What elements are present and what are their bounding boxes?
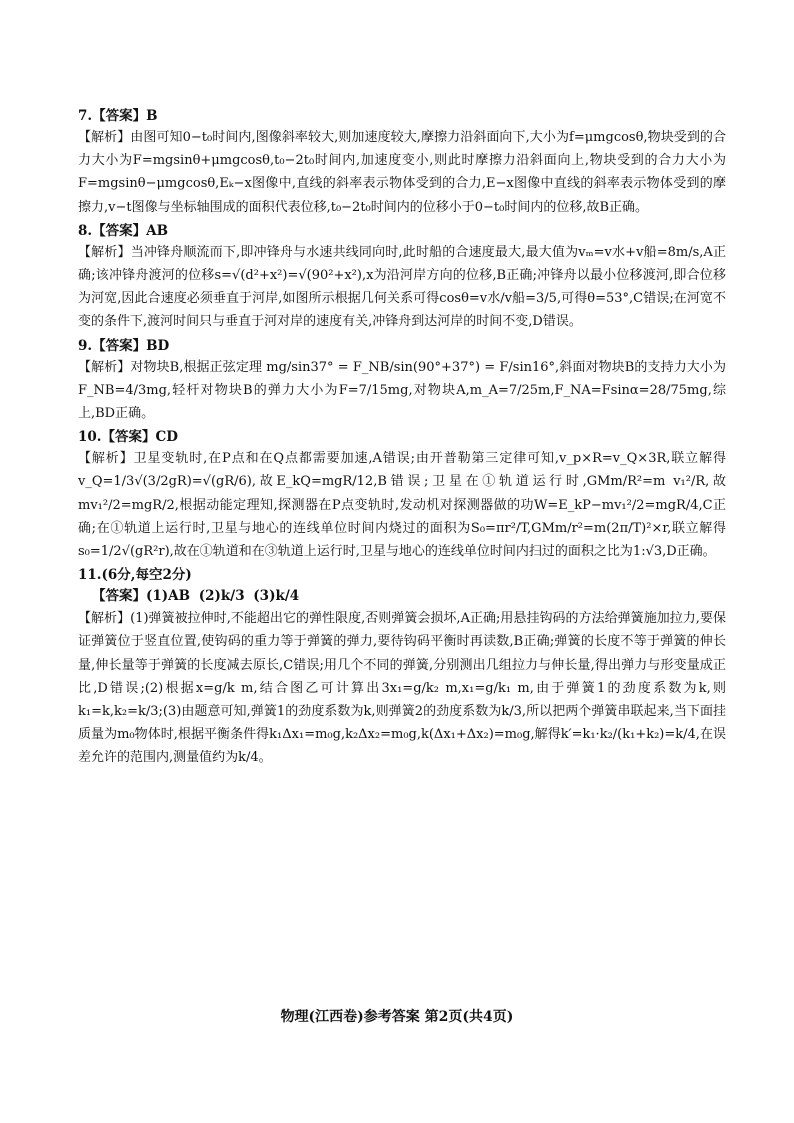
- q8-answer: 8.【答案】AB: [78, 222, 168, 239]
- q7-analysis: 【解析】由图可知0−t₀时间内,图像斜率较大,则加速度较大,摩擦力沿斜面向下,大小为f=μmgcosθ,物块受到的合力大小为F=mgsinθ+μmgcosθ,t₀−2t₀时间内,加速度变小,则此时摩擦力沿斜面向上,物块受到的合力大小为F=mgsinθ−μmgcosθ,Eₖ−x图像中,直线的斜率表示物体受到的合力,E−x图像中直线的斜率表示物体受到的摩擦力,v−t图像与坐标轴围成的面积代表位移,t₀−2t₀时间内的位移小于0−t₀时间内的位移,故B正确。: [78, 130, 726, 215]
- answer-content: [78, 106, 726, 770]
- q10-analysis: 【解析】卫星变轨时,在P点和在Q点都需要加速,A错误;由开普勒第三定律可知,v_p×R=v_Q×3R,联立解得v_Q=1/3√(3/2gR)=√(gR/6),故E_kQ=mgR/12,B错误;卫星在①轨道运行时,GMm/R²=m v₁²/R,故mv₁²/2=mgR/2,根据动能定理知,探测器在P点变轨时,发动机对探测器做的功W=E_kP−mv₁²/2=mgR/4,C正确;在①轨道上运行时,卫星与地心的连线单位时间内烧过的面积为S₀=πr²/T,GMm/r²=m(2π/T)²×r,联立解得s₀=1/2√(gR²r),故在①轨道和在③轨道上运行时,卫星与地心的连线单位时间内扫过的面积之比为1:√3,D正确。: [78, 451, 726, 560]
- q11-heading: 11.(6分,每空2分): [78, 567, 192, 584]
- q11-answer: 【答案】(1)AB (2)k/3 (3)k/4: [92, 588, 300, 605]
- q11-analysis: 【解析】(1)弹簧被拉伸时,不能超出它的弹性限度,否则弹簧会损坏,A正确;用悬挂钩码的方法给弹簧施加拉力,要保证弹簧位于竖直位置,使钩码的重力等于弹簧的弹力,要待钩码平衡时再读数,B正确;弹簧的长度不等于弹簧的伸长量,伸长量等于弹簧的长度减去原长,C错误;用几个不同的弹簧,分别测出几组拉力与伸长量,得出弹力与形变量成正比,D错误;(2)根据x=g/k m,结合图乙可计算出3x₁=g/k₂ m,x₁=g/k₁ m,由于弹簧1的劲度系数为k,则k₁=k,k₂=k/3;(3)由题意可知,弹簧1的劲度系数为k,则弹簧2的劲度系数为k/3,所以把两个弹簧串联起来,当下面挂质量为m₀物体时,根据平衡条件得k₁Δx₁=m₀g,k₂Δx₂=m₀g,k(Δx₁+Δx₂)=m₀g,解得k′=k₁·k₂/(k₁+k₂)=k/4,在误差允许的范围内,测量值约为k/4。: [78, 611, 726, 766]
- q10-answer: 10.【答案】CD: [78, 429, 178, 446]
- q9-analysis: 【解析】对物块B,根据正弦定理 mg/sin37° = F_NB/sin(90°+37°) = F/sin16°,斜面对物块B的支持力大小为F_NB=4/3mg,轻杆对物块B的弹力大小为F=7/15mg,对物块A,m_A=7/25m,F_NA=Fsinα=28/75mg,综上,BD正确。: [78, 359, 726, 422]
- q8-analysis: 【解析】当冲锋舟顺流而下,即冲锋舟与水速共线同向时,此时船的合速度最大,最大值为vₘ=v水+v船=8m/s,A正确;该冲锋舟渡河的位移s=√(d²+x²)=√(90²+x²),x为沿河岸方向的位移,B正确;冲锋舟以最小位移渡河,即合位移为河宽,因此合速度必须垂直于河岸,如图所示根据几何关系可得cosθ=v水/v船=3/5,可得θ=53°,C错误;在河宽不变的条件下,渡河时间只与垂直于河对岸的速度有关,冲锋舟到达河岸的时间不变,D错误。: [78, 244, 726, 330]
- q7-answer: 7.【答案】B: [78, 108, 158, 124]
- q9-answer: 9.【答案】BD: [78, 337, 170, 354]
- page-footer: 物理(江西卷)参考答案 第2页(共4页): [280, 1009, 514, 1025]
